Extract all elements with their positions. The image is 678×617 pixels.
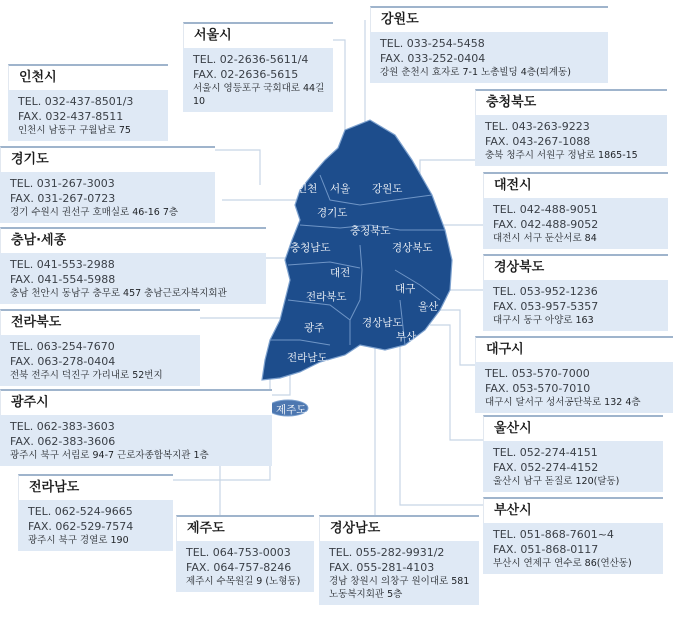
card-jeju xyxy=(176,515,314,592)
card-title: 제주도 xyxy=(176,515,314,541)
card-body xyxy=(483,441,663,492)
tel-text: TEL. 041-553-2988 xyxy=(10,258,115,271)
address-text: 대구시 달서구 성서공단북로 132 4층 xyxy=(485,397,641,408)
tel-text: TEL. 042-488-9051 xyxy=(493,203,598,216)
fax-text: FAX. 051-868-0117 xyxy=(493,543,599,556)
card-body xyxy=(483,523,663,574)
card-ulsan xyxy=(483,415,663,492)
card-chungbuk xyxy=(475,89,667,166)
card-title: 광주시 xyxy=(0,389,272,415)
card-title: 울산시 xyxy=(483,415,663,441)
card-title: 대구시 xyxy=(475,336,673,362)
card-body xyxy=(0,253,266,304)
tel-text: TEL. 063-254-7670 xyxy=(10,340,115,353)
card-title: 전라북도 xyxy=(0,309,200,335)
map-label-gwangju: 광주 xyxy=(304,322,325,334)
map-label-incheon: 인천 xyxy=(297,183,318,195)
fax-text: FAX. 043-267-1088 xyxy=(485,135,591,148)
tel-text: TEL. 033-254-5458 xyxy=(380,37,485,50)
card-jeonnam xyxy=(18,474,173,551)
fax-text: FAX. 052-274-4152 xyxy=(493,461,599,474)
leader-busan xyxy=(400,345,485,505)
tel-text: TEL. 064-753-0003 xyxy=(186,546,291,559)
map-label-ulsan: 울산 xyxy=(418,301,439,313)
fax-text: FAX. 042-488-9052 xyxy=(493,218,599,231)
card-body xyxy=(370,32,608,83)
card-body xyxy=(483,198,668,249)
card-title: 서울시 xyxy=(183,22,333,48)
card-title: 충청북도 xyxy=(475,89,667,115)
tel-text: TEL. 043-263-9223 xyxy=(485,120,590,133)
card-body xyxy=(0,172,215,223)
map-label-gyeongnam: 경상남도 xyxy=(362,317,403,329)
card-body xyxy=(18,500,173,551)
card-title: 대전시 xyxy=(483,172,668,198)
address-text: 부산시 연제구 연수로 86(연산동) xyxy=(493,558,632,569)
map-label-gangwon: 강원도 xyxy=(372,183,403,195)
card-title: 충남·세종 xyxy=(0,227,266,253)
fax-text: FAX. 031-267-0723 xyxy=(10,192,116,205)
address-text: 강원 춘천시 효자로 7-1 노총빌딩 4층(퇴계동) xyxy=(380,67,571,78)
card-gyeonggi xyxy=(0,146,215,223)
fax-text: FAX. 062-529-7574 xyxy=(28,520,134,533)
fax-text: FAX. 064-757-8246 xyxy=(186,561,292,574)
card-title: 부산시 xyxy=(483,497,663,523)
fax-text: FAX. 032-437-8511 xyxy=(18,110,124,123)
card-daejeon xyxy=(483,172,668,249)
map-label-daegu: 대구 xyxy=(395,283,416,295)
card-title: 경상북도 xyxy=(483,254,668,280)
card-title: 전라남도 xyxy=(18,474,173,500)
address-text: 인천시 남동구 구월남로 75 xyxy=(18,125,131,136)
tel-text: TEL. 02-2636-5611/4 xyxy=(193,53,309,66)
address-text: 대전시 서구 둔산서로 84 xyxy=(493,233,597,244)
card-body xyxy=(319,541,479,605)
card-body xyxy=(176,541,314,592)
map-label-daejeon: 대전 xyxy=(330,267,351,279)
card-body xyxy=(8,90,168,141)
card-title: 경기도 xyxy=(0,146,215,172)
tel-text: TEL. 032-437-8501/3 xyxy=(18,95,134,108)
tel-text: TEL. 062-524-9665 xyxy=(28,505,133,518)
map-label-gyeongbuk: 경상북도 xyxy=(392,242,433,254)
card-body xyxy=(475,115,667,166)
card-seoul xyxy=(183,22,333,112)
address-text: 대구시 동구 아양로 163 xyxy=(493,315,594,326)
map-label-gyeonggi: 경기도 xyxy=(317,207,348,219)
card-chungnam xyxy=(0,227,266,304)
map-label-jeonbuk: 전라북도 xyxy=(306,291,347,303)
fax-text: FAX. 033-252-0404 xyxy=(380,52,486,65)
card-incheon xyxy=(8,64,168,141)
fax-text: FAX. 02-2636-5615 xyxy=(193,68,299,81)
fax-text: FAX. 041-554-5988 xyxy=(10,273,116,286)
map-label-seoul: 서울 xyxy=(330,183,351,195)
tel-text: TEL. 053-952-1236 xyxy=(493,285,598,298)
address-text: 경남 창원시 의창구 원이대로 581 노동복지회관 5층 xyxy=(329,576,470,600)
card-gwangju xyxy=(0,389,272,466)
tel-text: TEL. 055-282-9931/2 xyxy=(329,546,445,559)
fax-text: FAX. 053-570-7010 xyxy=(485,382,591,395)
card-gyeongnam xyxy=(319,515,479,605)
map-label-chungbuk: 충청북도 xyxy=(350,225,391,237)
fax-text: FAX. 055-281-4103 xyxy=(329,561,435,574)
card-daegu xyxy=(475,336,673,413)
address-text: 제주시 수목원길 9 (노형동) xyxy=(186,576,301,587)
card-title: 인천시 xyxy=(8,64,168,90)
address-text: 광주시 북구 경열로 190 xyxy=(28,535,129,546)
tel-text: TEL. 053-570-7000 xyxy=(485,367,590,380)
card-gangwon xyxy=(370,6,608,83)
card-body xyxy=(0,415,272,466)
address-text: 충북 청주시 서원구 정남로 1865-15 xyxy=(485,150,638,161)
fax-text: FAX. 063-278-0404 xyxy=(10,355,116,368)
address-text: 광주시 북구 서림로 94-7 근로자종합복지관 1층 xyxy=(10,450,209,461)
address-text: 서울시 영등포구 국회대로 44길 10 xyxy=(193,83,325,107)
fax-text: FAX. 062-383-3606 xyxy=(10,435,116,448)
map-label-jeju: 제주도 xyxy=(276,404,307,416)
map-label-busan: 부산 xyxy=(396,331,417,343)
tel-text: TEL. 062-383-3603 xyxy=(10,420,115,433)
address-text: 울산시 남구 돋질로 120(달동) xyxy=(493,476,620,487)
card-body xyxy=(475,362,673,413)
map-label-jeonnam: 전라남도 xyxy=(287,352,328,364)
address-text: 전북 전주시 덕진구 가리내로 52번지 xyxy=(10,370,163,381)
address-text: 경기 수원시 권선구 호매실로 46-16 7층 xyxy=(10,207,179,218)
address-text: 충남 천안시 동남구 충무로 457 충남근로자복지회관 xyxy=(10,288,227,299)
tel-text: TEL. 052-274-4151 xyxy=(493,446,598,459)
card-title: 경상남도 xyxy=(319,515,479,541)
card-title: 강원도 xyxy=(370,6,608,32)
map-label-chungnam: 충청남도 xyxy=(290,242,331,254)
tel-text: TEL. 031-267-3003 xyxy=(10,177,115,190)
fax-text: FAX. 053-957-5357 xyxy=(493,300,599,313)
card-body xyxy=(183,48,333,112)
card-body xyxy=(0,335,200,386)
card-gyeongbuk xyxy=(483,254,668,331)
tel-text: TEL. 051-868-7601~4 xyxy=(493,528,614,541)
card-body xyxy=(483,280,668,331)
card-busan xyxy=(483,497,663,574)
card-jeonbuk xyxy=(0,309,200,386)
